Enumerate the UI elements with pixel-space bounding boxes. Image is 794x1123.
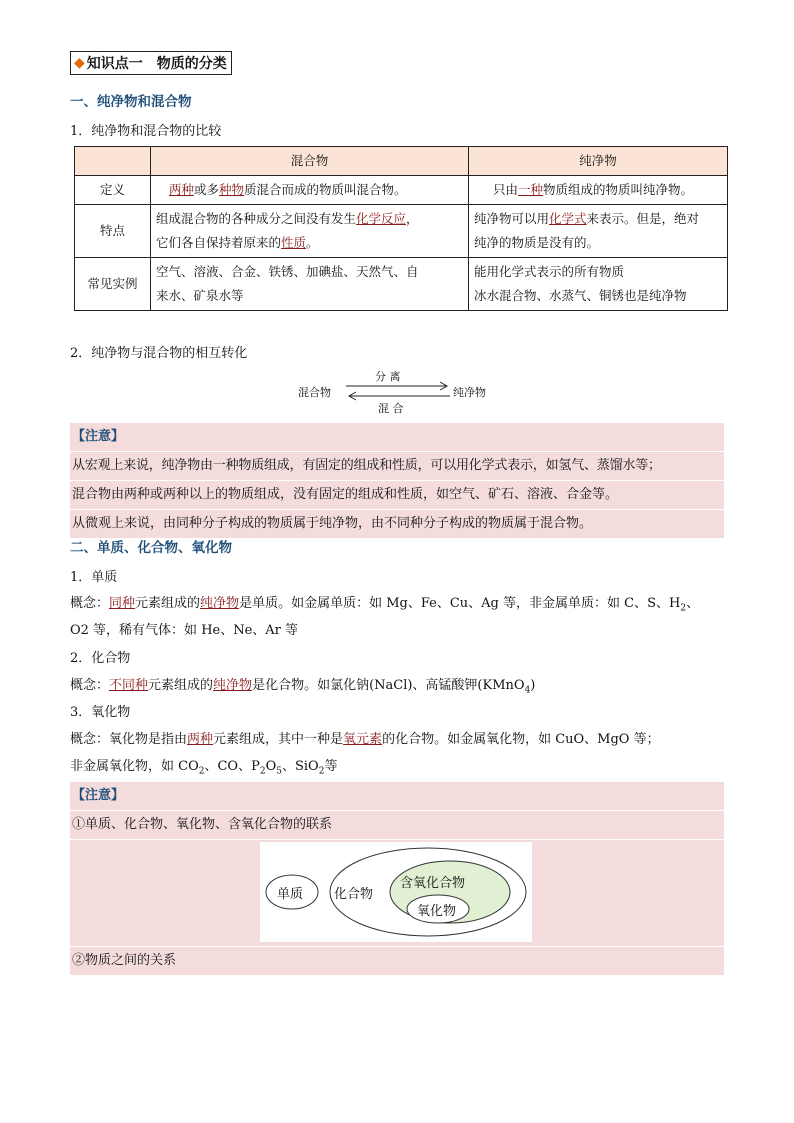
section-heading-2: 二、单质、化合物、氧化物 <box>70 540 232 556</box>
concept-compound <box>70 674 535 696</box>
cell-pure-features <box>469 205 728 258</box>
subheading-oxide: 3．氧化物 <box>70 705 131 720</box>
note-line: 混合物由两种或两种以上的物质组成，没有固定的组成和性质，如空气、矿石、溶液、合金等。 <box>70 481 724 510</box>
cell-mixture-definition <box>151 176 469 205</box>
text-fragment: 能用化学式表示的所有物质 <box>474 264 625 279</box>
table-header-row <box>75 147 728 176</box>
concept-element-line2: O2 等，稀有气体：如 He、Ne、Ar 等 <box>70 623 299 638</box>
subheading-element: 1．单质 <box>70 570 118 585</box>
diamond-icon: ◆ <box>74 55 85 71</box>
subscript: 2 <box>259 766 266 777</box>
venn-label-oxy-compound: 含氧化合物 <box>400 876 466 891</box>
text-fragment: 概念： <box>70 678 110 693</box>
comparison-table <box>74 146 728 311</box>
text-fragment: 来水、矿泉水等 <box>156 288 244 303</box>
note-title: 【注意】 <box>70 423 724 452</box>
cell-pure-definition <box>469 176 728 205</box>
row-head-definition: 定义 <box>75 176 151 205</box>
diagram-label-separate: 分 离 <box>375 370 401 383</box>
text-fragment: 组成混合物的各种成分之间没有发生 <box>156 211 357 226</box>
text-fragment: 元素组成的 <box>148 678 214 693</box>
keyword-formula: 化学式 <box>549 211 587 226</box>
text-fragment: 冰水混合物、水蒸气、铜锈也是纯净物 <box>474 288 687 303</box>
text-fragment: 纯净的物质是没有的。 <box>474 235 600 250</box>
subscript: 2 <box>680 603 687 614</box>
table-row <box>75 176 728 205</box>
text-fragment: 纯净物可以用 <box>474 211 550 226</box>
venn-label-compound: 化合物 <box>334 887 374 902</box>
diagram-label-mixture: 混合物 <box>298 386 331 399</box>
text-fragment: 或多 <box>194 182 220 197</box>
text-fragment: 元素组成，其中一种是 <box>213 732 344 747</box>
concept-oxide-line1 <box>70 728 660 747</box>
text-fragment: 、SiO <box>281 759 319 774</box>
cell-mixture-examples <box>151 258 469 311</box>
venn-label-oxide: 氧化物 <box>417 904 457 919</box>
text-fragment: 、CO、P <box>204 759 260 774</box>
note-line: 从微观上来说，由同种分子构成的物质属于纯净物，由不同种分子构成的物质属于混合物。 <box>70 510 724 539</box>
conversion-diagram <box>298 366 498 418</box>
keyword-different-kind: 不同种 <box>109 678 149 693</box>
keyword-chemical-reaction: 化学反应 <box>356 211 407 226</box>
row-head-examples: 常见实例 <box>75 258 151 311</box>
keyword-property: 性质 <box>281 235 307 250</box>
subheading-conversion: 2．纯净物与混合物的相互转化 <box>70 346 248 361</box>
header-pure: 纯净物 <box>469 147 728 176</box>
keyword-pure: 纯净物 <box>200 596 240 611</box>
concept-element-line1 <box>70 592 699 614</box>
venn-diagram <box>260 842 532 942</box>
text-fragment: 等 <box>324 759 338 774</box>
note-item-relation: ①单质、化合物、氧化物、含氧化合物的联系 <box>70 811 724 840</box>
subscript: 2 <box>198 766 205 777</box>
header-mixture: 混合物 <box>151 147 469 176</box>
subscript: 2 <box>318 766 325 777</box>
note-line: 从宏观上来说，纯净物由一种物质组成，有固定的组成和性质，可以用化学式表示，如氢气、蒸馏水等； <box>70 452 724 481</box>
text-fragment: O <box>265 759 277 774</box>
topic-title: 知识点一 物质的分类 <box>86 56 227 72</box>
text-fragment: 空气、溶液、合金、铁锈、加碘盐、天然气、自 <box>156 264 419 279</box>
topic-title-box <box>70 51 232 75</box>
double-arrow-icon <box>344 380 452 402</box>
text-fragment: 的化合物。如金属氧化物，如 CuO、MgO 等； <box>382 732 660 747</box>
text-fragment: 非金属氧化物，如 CO <box>70 759 199 774</box>
keyword-oxygen-element: 氧元素 <box>343 732 383 747</box>
text-fragment: ， <box>406 211 419 226</box>
keyword-two-kinds: 两种 <box>187 732 214 747</box>
subheading-compound: 2．化合物 <box>70 651 131 666</box>
keyword-same-kind: 同种 <box>109 596 136 611</box>
text-fragment: 只由 <box>493 182 519 197</box>
concept-oxide-line2 <box>70 755 337 777</box>
row-head-features: 特点 <box>75 205 151 258</box>
note-title: 【注意】 <box>70 782 724 811</box>
table-row <box>75 258 728 311</box>
text-fragment: 、 <box>686 596 700 611</box>
table-row <box>75 205 728 258</box>
note-item-relationship: ②物质之间的关系 <box>70 947 724 976</box>
diagram-label-pure: 纯净物 <box>453 386 486 399</box>
text-fragment: 。 <box>306 235 319 250</box>
note-box-2 <box>70 782 724 976</box>
text-fragment: ) <box>530 678 536 693</box>
keyword-kinds: 种物 <box>219 182 245 197</box>
diagram-label-mix: 混 合 <box>378 402 404 415</box>
subscript: 5 <box>276 766 282 777</box>
cell-mixture-features <box>151 205 469 258</box>
text-fragment: 元素组成的 <box>135 596 201 611</box>
text-fragment: 物质组成的物质叫纯净物。 <box>543 182 694 197</box>
venn-area <box>70 840 724 947</box>
text-fragment: 概念： <box>70 596 110 611</box>
text-fragment: 是单质。如金属单质：如 Mg、Fe、Cu、Ag 等，非金属单质：如 C、S、H <box>239 596 681 611</box>
venn-label-element: 单质 <box>277 887 304 902</box>
table-corner-cell <box>75 147 151 176</box>
keyword-two: 两种 <box>169 182 195 197</box>
keyword-pure: 纯净物 <box>213 678 253 693</box>
text-fragment: 概念：氧化物是指由 <box>70 732 188 747</box>
subscript: 4 <box>524 685 531 696</box>
text-fragment: 它们各自保持着原来的 <box>156 235 282 250</box>
text-fragment: 是化合物。如氯化钠(NaCl)、高锰酸钾(KMnO <box>252 678 525 693</box>
text-fragment: 来表示。但是，绝对 <box>586 211 700 226</box>
cell-pure-examples <box>469 258 728 311</box>
text-fragment: 质混合而成的物质叫混合物。 <box>244 182 407 197</box>
section-heading-1: 一、纯净物和混合物 <box>70 94 192 110</box>
subheading-comparison: 1．纯净物和混合物的比较 <box>70 124 222 139</box>
note-box-1 <box>70 423 724 539</box>
keyword-one: 一种 <box>518 182 544 197</box>
